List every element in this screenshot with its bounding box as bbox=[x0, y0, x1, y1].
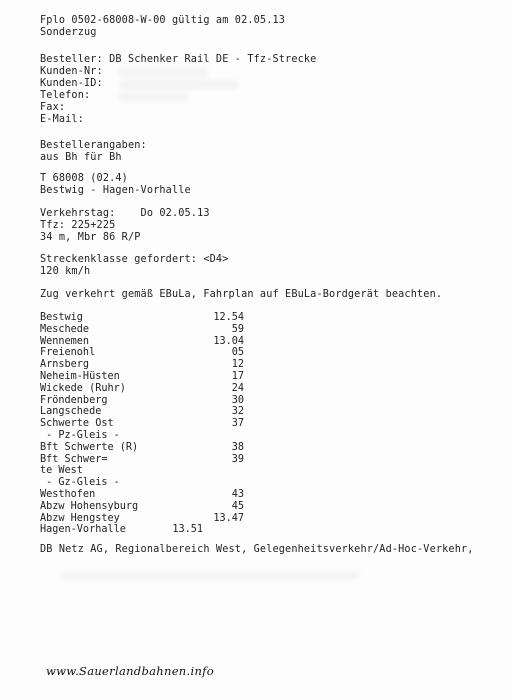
timetable-time: 05 bbox=[231, 347, 244, 359]
timetable-station: Langschede bbox=[40, 406, 102, 418]
plan-header: Fplo 0502-68008-W-00 gültig am 02.05.13 bbox=[40, 15, 286, 26]
redaction-mark bbox=[118, 80, 238, 89]
timetable-station: - Pz-Gleis - bbox=[40, 430, 120, 441]
train-route: Bestwig - Hagen-Vorhalle bbox=[40, 185, 191, 196]
timetable-station: Hagen-Vorhalle bbox=[40, 524, 126, 536]
order-heading: Bestellerangaben: bbox=[40, 140, 147, 151]
timetable-time: 13.51 bbox=[172, 524, 203, 536]
train-type: Sonderzug bbox=[40, 27, 97, 38]
traffic-day: Verkehrstag: Do 02.05.13 bbox=[40, 208, 210, 219]
timetable-station: te West bbox=[40, 465, 83, 477]
timetable-time: 13.47 bbox=[213, 512, 244, 524]
customer-id-label: Kunden-ID: bbox=[40, 78, 103, 89]
orderer: Besteller: DB Schenker Rail DE - Tfz-Strecke bbox=[40, 54, 317, 65]
timetable-station: Westhofen bbox=[40, 489, 96, 500]
timetable-station: Wennemen bbox=[40, 335, 90, 347]
redaction-mark bbox=[118, 92, 188, 101]
timetable-time: 13.04 bbox=[213, 335, 244, 347]
timetable-station: Fröndenberg bbox=[40, 394, 108, 406]
timetable-station: Meschede bbox=[40, 323, 90, 335]
timetable-station: Bft Schwer= bbox=[40, 453, 108, 465]
line-class: Streckenklasse gefordert: <D4> bbox=[40, 254, 229, 265]
customer-number-label: Kunden-Nr: bbox=[40, 66, 103, 77]
timetable-station: Arnsberg bbox=[40, 359, 90, 371]
fax-label: Fax: bbox=[40, 102, 66, 113]
timetable-time: 32 bbox=[231, 406, 244, 418]
ebula-notice: Zug verkehrt gemäß EBuLa, Fahrplan auf EBuLa-Bordgerät beachten. bbox=[40, 289, 443, 300]
timetable-time: 38 bbox=[231, 441, 244, 453]
timetable-station: Abzw Hengstey bbox=[40, 512, 120, 524]
timetable-time: 43 bbox=[231, 489, 244, 500]
timetable-station: Bft Schwerte (R) bbox=[40, 441, 139, 453]
timetable-station: Bestwig bbox=[40, 312, 83, 323]
timetable-time: 37 bbox=[231, 418, 244, 430]
timetable-time: 12.54 bbox=[213, 312, 244, 323]
timetable-station: - Gz-Gleis - bbox=[40, 477, 120, 489]
timetable-station: Schwerte Ost bbox=[40, 418, 114, 430]
redaction-mark bbox=[60, 572, 360, 579]
max-speed: 120 km/h bbox=[40, 266, 91, 277]
timetable-station: Wickede (Ruhr) bbox=[40, 382, 126, 394]
website-watermark: www.Sauerlandbahnen.info bbox=[46, 664, 214, 678]
timetable-time: 59 bbox=[231, 323, 244, 335]
traction-unit: Tfz: 225+225 bbox=[40, 220, 116, 231]
timetable-time: 24 bbox=[231, 382, 244, 394]
phone-label: Telefon: bbox=[40, 90, 91, 101]
email-label: E-Mail: bbox=[40, 114, 84, 125]
train-number: T 68008 (02.4) bbox=[40, 173, 128, 184]
timetable-time: 45 bbox=[231, 500, 244, 512]
timetable-station: Abzw Hohensyburg bbox=[40, 500, 139, 512]
timetable-time: 39 bbox=[231, 453, 244, 465]
order-detail: aus Bh für Bh bbox=[40, 152, 122, 163]
timetable-station: Neheim-Hüsten bbox=[40, 371, 120, 382]
redaction-mark bbox=[118, 68, 208, 77]
timetable-time: 17 bbox=[231, 371, 244, 382]
train-length-brake: 34 m, Mbr 86 R/P bbox=[40, 232, 141, 243]
timetable-station: Freienohl bbox=[40, 347, 96, 359]
issuer-footer: DB Netz AG, Regionalbereich West, Gelegenheitsverkehr/Ad-Hoc-Verkehr, bbox=[40, 544, 474, 555]
timetable-time: 30 bbox=[231, 394, 244, 406]
timetable-time: 12 bbox=[231, 359, 244, 371]
